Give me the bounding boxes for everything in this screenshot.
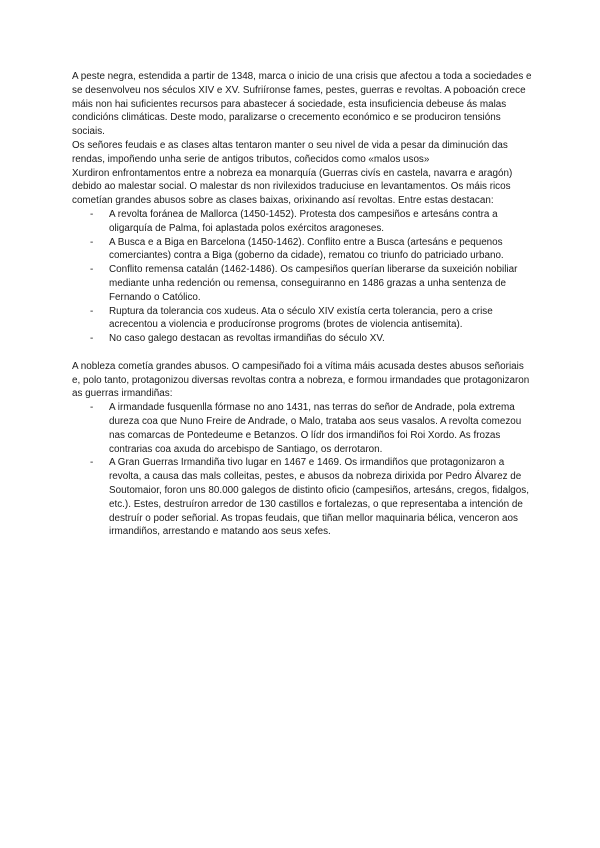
- paragraph-conflicts: Xurdiron enfrontamentos entre a nobreza ea monarquía (Guerras civís en castela, navarra e aragón) debido ao malestar social. O malestar ds non rivilexidos traduciuse en levantamentos. Os máis ricos cometían grandes abusos sobre as clases baixas, orixinando así revoltas. Entre estas destacan:: [72, 167, 513, 207]
- list-item: [72, 263, 532, 304]
- list-item: [72, 236, 532, 264]
- list-item: [72, 401, 532, 456]
- list-item-text: Conflito remensa catalán (1462-1486). Os campesiños querían liberarse da suxeición nobiliar mediante unha redención ou remensa, conseguiranno en 1486 grazas a unha sentenza de Fernando o Católico.: [109, 264, 518, 303]
- irmandinos-list: [72, 401, 532, 539]
- list-item: [72, 456, 532, 539]
- bullet-dash: -: [90, 236, 94, 248]
- list-item: [72, 305, 532, 333]
- bullet-dash: -: [90, 333, 94, 345]
- list-item-text: No caso galego destacan as revoltas irmandiñas do século XV.: [109, 333, 385, 345]
- paragraph-nobility-abuses: A nobleza cometía grandes abusos. O campesiñado foi a vítima máis acusada destes abusos señoriais e, polo tanto, protagonizou diversas revoltas contra a nobreza, e formou irmandades que protagonizaron as guerras irmandiñas:: [72, 360, 530, 400]
- bullet-dash: -: [90, 208, 94, 220]
- bullet-dash: -: [90, 305, 94, 317]
- list-item: [72, 208, 532, 236]
- revolts-list: [72, 208, 532, 346]
- list-item-text: A Busca e a Biga en Barcelona (1450-1462). Conflito entre a Busca (artesáns e pequenos comerciantes) contra a Biga (goberno da cidade), rematou co triunfo do patriciado urbano.: [109, 236, 504, 262]
- list-item-text: Ruptura da tolerancia cos xudeus. Ata o século XIV existía certa tolerancia, pero a crise acrecentou a violencia e producíronse progroms (brotes de violencia antisemita).: [109, 305, 493, 331]
- list-item: [72, 332, 532, 346]
- paragraph-spacer: [72, 346, 532, 360]
- bullet-dash: -: [90, 264, 94, 276]
- list-item-text: A Gran Guerras Irmandiña tivo lugar en 1467 e 1469. Os irmandiños que protagonizaron a revolta, a causa das mals colleitas, pestes, e abusos da nobreza dirixida por Pedro Álvarez de Soutomaior, foron uns 80.000 galegos de distinto oficio (campesiños, artesáns, cregos, fidalgos, etc.). Estes, destruíron arredor de 130 castillos e fortalezas, o que representaba a intención de destruír o poder señorial. As tropas feudais, que tiñan mellor maquinaria bélica, venceron aos irmandiños, arrestando e matando aos seus xefes.: [109, 457, 529, 538]
- list-item-text: A revolta foránea de Mallorca (1450-1452). Protesta dos campesiños e artesáns contra a oligarquía de Palma, foi aplastada polos exércitos aragoneses.: [109, 208, 498, 234]
- bullet-dash: -: [90, 402, 94, 414]
- paragraph-feudal-lords: Os señores feudais e as clases altas tentaron manter o seu nivel de vida a pesar da diminución das rendas, impoñendo unha serie de antigos tributos, coñecidos como «malos usos»: [72, 139, 508, 165]
- bullet-dash: -: [90, 457, 94, 469]
- paragraph-black-death: A peste negra, estendida a partir de 1348, marca o inicio de una crisis que afectou a toda a sociedades e se desenvolveu nos séculos XIV e XV. Sufriíronse fames, pestes, guerras e revoltas. A poboación crece máis non hai suficientes recursos para abastecer á sociedade, esta insuficiencia debeuse ás malas condicións climáticas. Deste modo, paralizarse o crecemento económico e se produciron tensións sociais.: [72, 71, 532, 138]
- list-item-text: A irmandade fusquenlla fórmase no ano 1431, nas terras do señor de Andrade, pola extrema dureza coa que Nuno Freire de Andrade, o Malo, trataba aos seus vasalos. A revolta comezou nas comarcas de Pontedeume e Betanzos. O lídr dos irmandiños foi Roi Xordo. As frozas contrarias coa axuda do arcebispo de Santiago, os derrotaron.: [109, 402, 522, 455]
